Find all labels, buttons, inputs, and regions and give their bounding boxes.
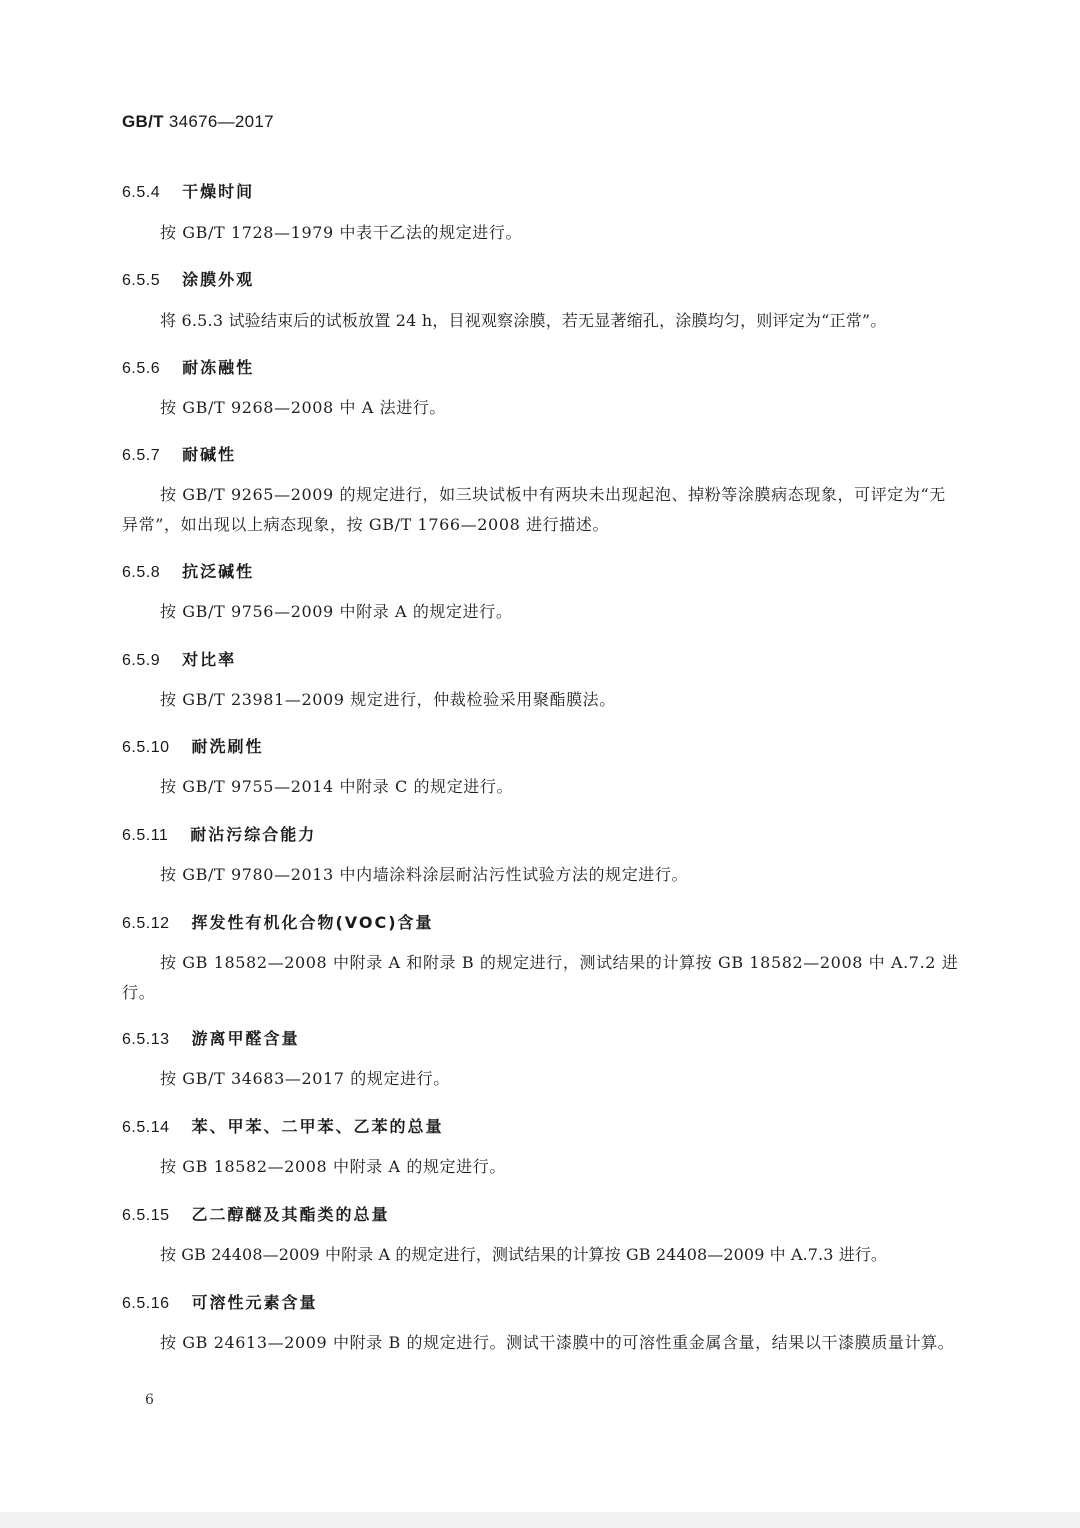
clause-text-6-5-5: 将 6.5.3 试验结束后的试板放置 24 h，目视观察涂膜，若无显著缩孔，涂膜均匀，则评定为“正常”。 [160,311,887,330]
clause-heading-6-5-7 [122,442,236,465]
clause-title: 对比率 [182,650,237,669]
standard-number-header [122,112,274,132]
clause-title: 游离甲醛含量 [191,1029,300,1048]
page-bottom-edge [0,1512,1080,1528]
clause-text-6-5-14: 按 GB 18582—2008 中附录 A 的规定进行。 [160,1157,506,1176]
clause-number: 6.5.8 [122,564,161,581]
clause-heading-6-5-14 [122,1114,444,1137]
clause-text-6-5-9: 按 GB/T 23981—2009 规定进行，仲裁检验采用聚酯膜法。 [160,690,616,709]
clause-title: 涂膜外观 [182,270,255,289]
clause-text-6-5-16: 按 GB 24613—2009 中附录 B 的规定进行。测试干漆膜中的可溶性重金属含量，结果以干漆膜质量计算。 [160,1333,955,1352]
clause-number: 6.5.12 [122,915,170,932]
clause-text-6-5-7: 按 GB/T 9265—2009 的规定进行，如三块试板中有两块未出现起泡、掉粉等涂膜病态现象，可评定为“无异常”，如出现以上病态现象，按 GB/T 1766—2008 进行描述。 [122,485,946,534]
clause-heading-6-5-9 [122,647,236,670]
clause-heading-6-5-5 [122,267,254,290]
clause-heading-6-5-13 [122,1026,300,1049]
clause-text-6-5-15: 按 GB 24408—2009 中附录 A 的规定进行，测试结果的计算按 GB 24408—2009 中 A.7.3 进行。 [160,1245,888,1264]
clause-text-6-5-10: 按 GB/T 9755—2014 中附录 C 的规定进行。 [160,777,514,796]
clause-number: 6.5.10 [122,739,170,756]
standard-number: 34676—2017 [168,112,274,131]
page-number: 6 [145,1392,154,1408]
clause-heading-6-5-12 [122,910,434,933]
clause-title: 挥发性有机化合物(VOC)含量 [191,913,434,932]
clause-number: 6.5.16 [122,1295,170,1312]
clause-number: 6.5.4 [122,184,161,201]
clause-title: 乙二醇醚及其酯类的总量 [191,1205,390,1224]
clause-title: 可溶性元素含量 [191,1293,318,1312]
clause-text-6-5-8: 按 GB/T 9756—2009 中附录 A 的规定进行。 [160,602,513,621]
clause-number: 6.5.11 [122,827,169,844]
clause-number: 6.5.15 [122,1207,170,1224]
clause-heading-6-5-8 [122,559,254,582]
clause-title: 耐冻融性 [182,358,255,377]
clause-text-6-5-11: 按 GB/T 9780—2013 中内墙涂料涂层耐沾污性试验方法的规定进行。 [160,865,689,884]
standard-prefix: GB/T [122,112,164,131]
clause-number: 6.5.14 [122,1119,170,1136]
clause-text-6-5-13: 按 GB/T 34683—2017 的规定进行。 [160,1069,450,1088]
clause-number: 6.5.7 [122,447,161,464]
clause-text-6-5-6: 按 GB/T 9268—2008 中 A 法进行。 [160,398,447,417]
clause-number: 6.5.6 [122,360,161,377]
clause-title: 干燥时间 [182,182,255,201]
clause-title: 耐碱性 [182,445,237,464]
clause-number: 6.5.5 [122,272,161,289]
clause-number: 6.5.13 [122,1031,170,1048]
clause-heading-6-5-15 [122,1202,390,1225]
clause-heading-6-5-4 [122,179,254,202]
clause-title: 耐洗刷性 [191,737,264,756]
clause-text-6-5-12: 按 GB 18582—2008 中附录 A 和附录 B 的规定进行，测试结果的计算按 GB 18582—2008 中 A.7.2 进行。 [122,953,959,1002]
clause-text-6-5-4: 按 GB/T 1728—1979 中表干乙法的规定进行。 [160,223,523,242]
clause-title: 抗泛碱性 [182,562,255,581]
clause-title: 耐沾污综合能力 [190,825,317,844]
clause-number: 6.5.9 [122,652,161,669]
clause-heading-6-5-11 [122,822,316,845]
clause-heading-6-5-10 [122,734,264,757]
clause-heading-6-5-6 [122,355,254,378]
clause-title: 苯、甲苯、二甲苯、乙苯的总量 [191,1117,444,1136]
clause-heading-6-5-16 [122,1290,318,1313]
